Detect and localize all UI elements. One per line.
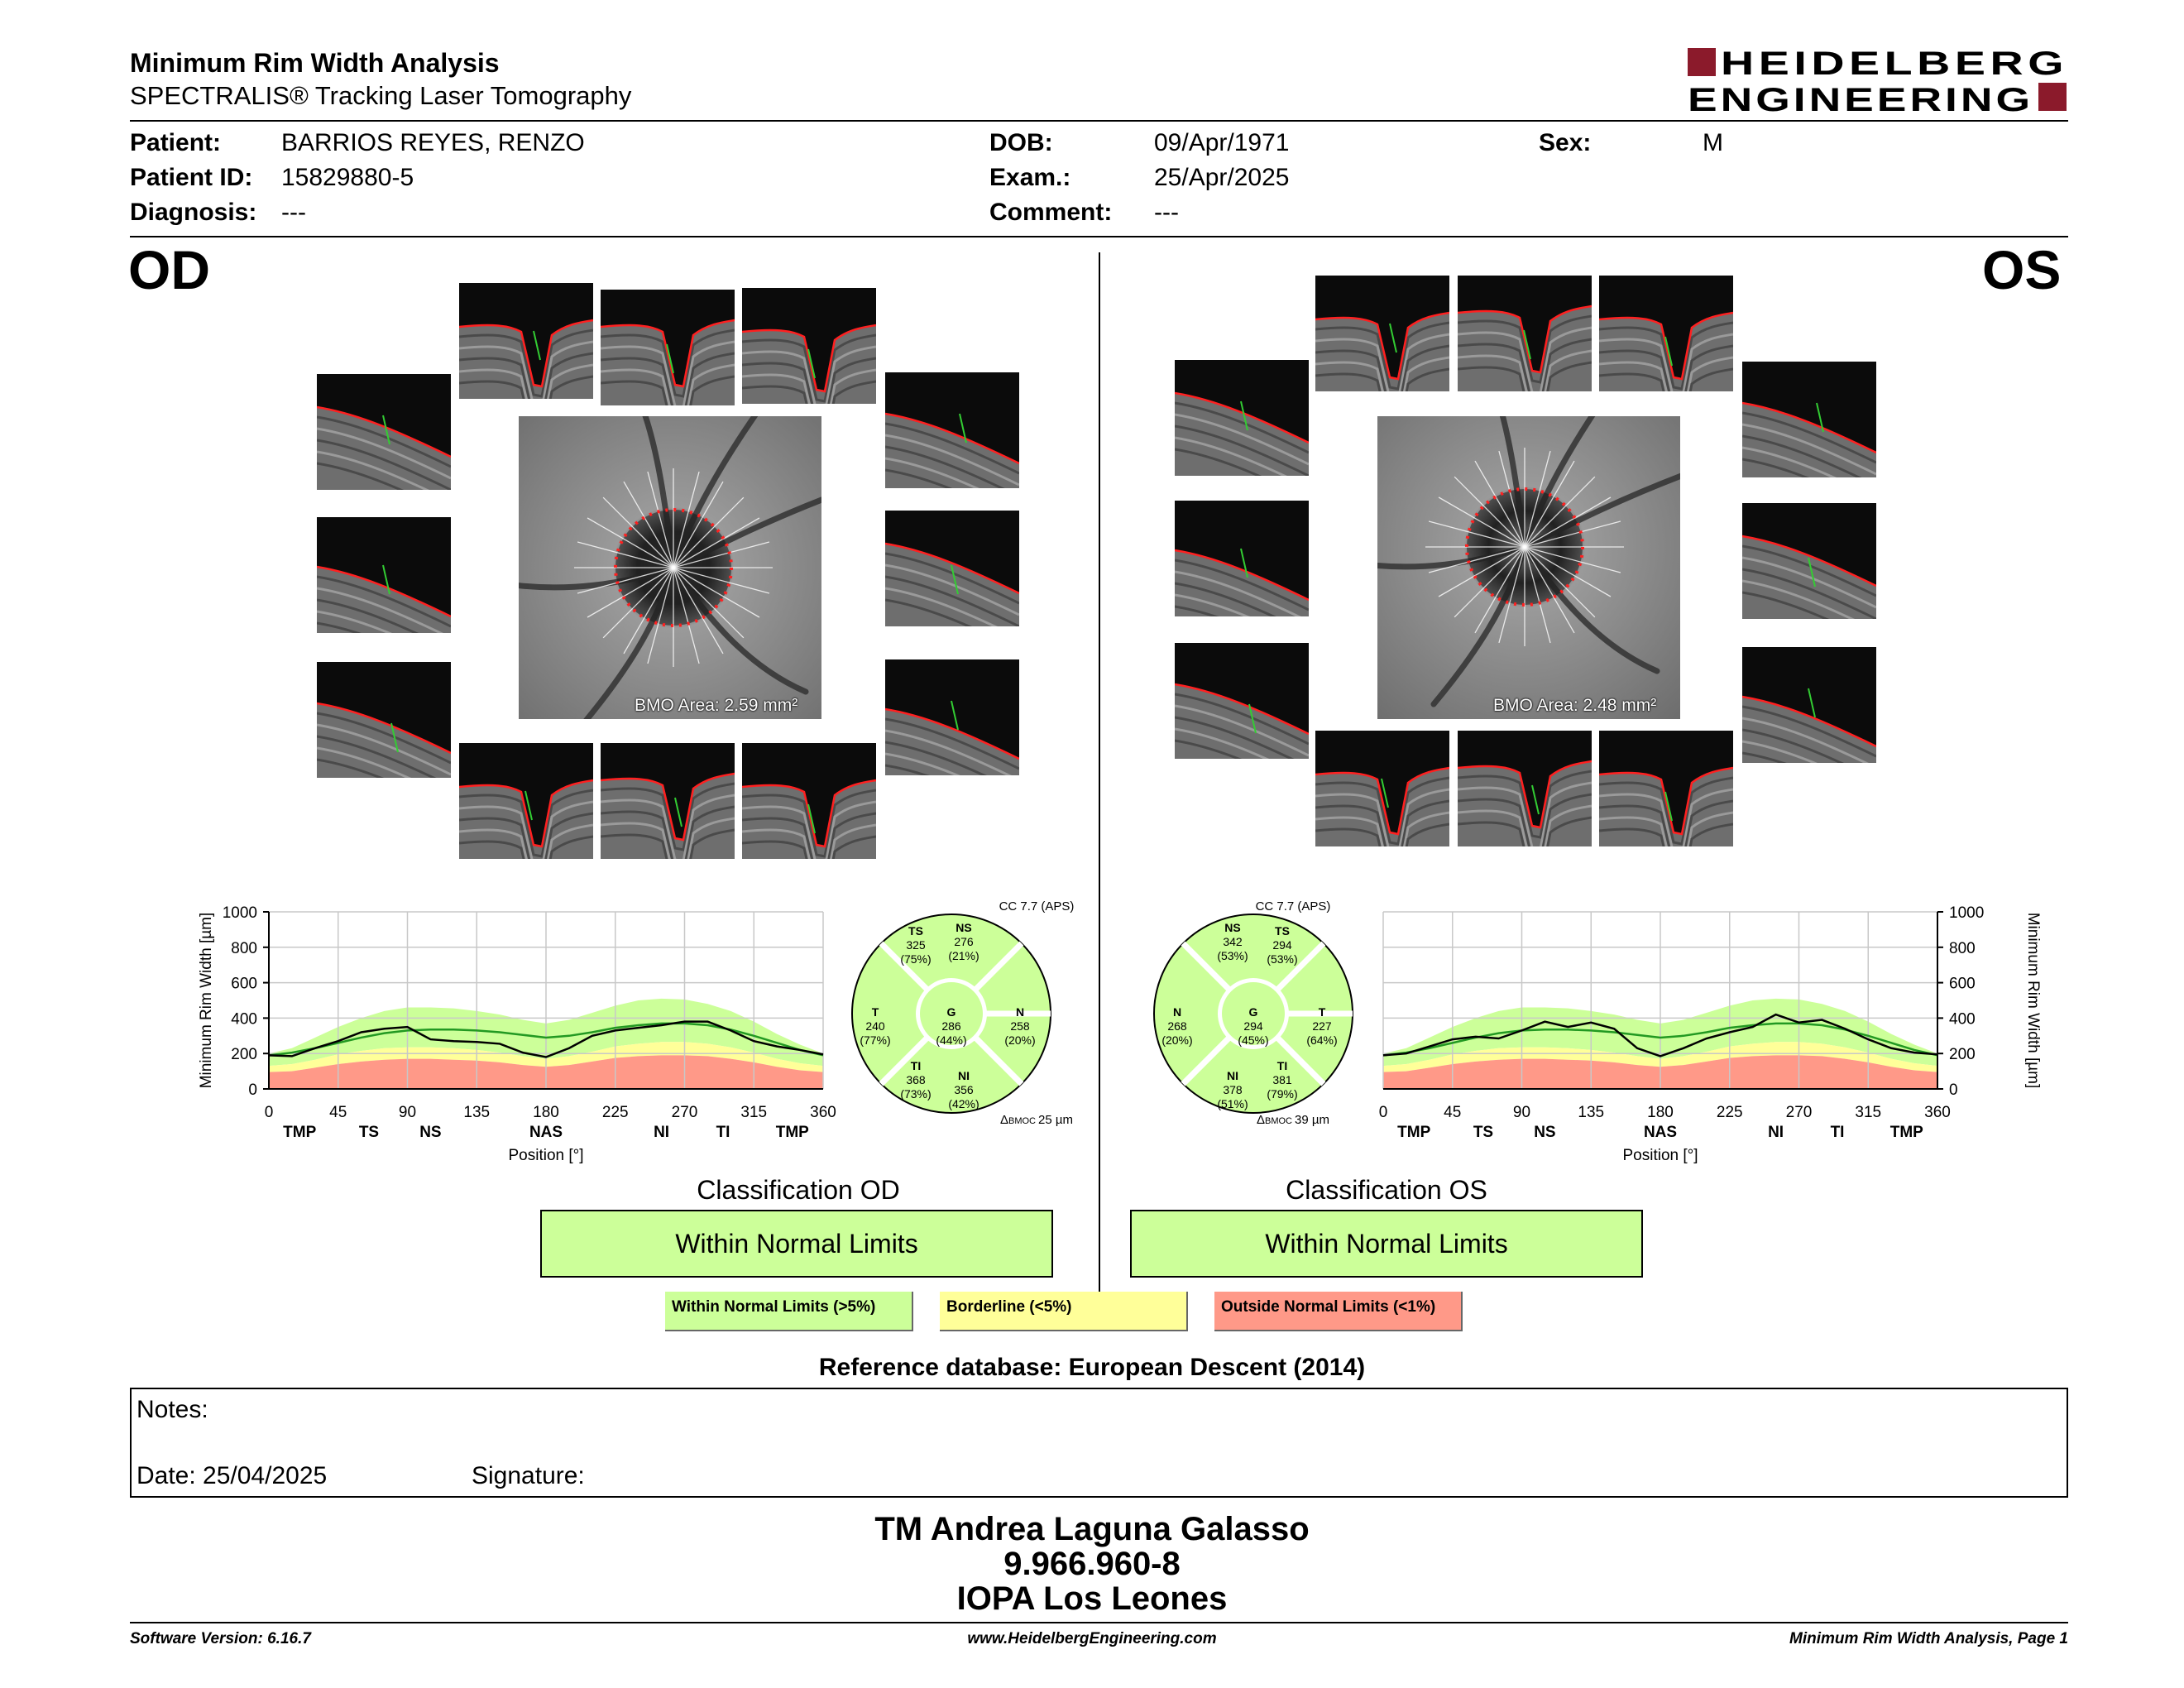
footer-page: Minimum Rim Width Analysis, Page 1 xyxy=(1789,1630,2068,1647)
x-axis-label: Position [°] xyxy=(508,1147,584,1164)
os-oct-scan xyxy=(1458,731,1592,846)
sector-name: TI xyxy=(910,1059,922,1072)
patient-rule xyxy=(130,236,2068,237)
x-tick-label: 270 xyxy=(671,1104,698,1121)
sector-label: NAS xyxy=(1643,1124,1678,1141)
os-sector-diagram xyxy=(1125,894,1382,1134)
sector-value: 286 xyxy=(941,1019,961,1033)
sector-percentile: (77%) xyxy=(860,1033,891,1047)
od-oct-scan xyxy=(885,511,1019,626)
y-tick-label: 1000 xyxy=(1949,904,1985,922)
od-oct-scan xyxy=(317,662,451,778)
os-oct-scan xyxy=(1742,647,1876,763)
od-oct-scan xyxy=(885,659,1019,775)
od-oct-scan xyxy=(601,743,735,859)
os-fundus-image xyxy=(1377,416,1680,719)
eye-divider xyxy=(1099,252,1100,1303)
signatory-id: 9.966.960-8 xyxy=(1003,1546,1181,1582)
x-tick-label: 360 xyxy=(810,1104,836,1121)
sector-value: 342 xyxy=(1223,935,1243,948)
sector-value: 276 xyxy=(954,935,974,948)
sector-label: TI xyxy=(1830,1124,1845,1141)
sector-name: T xyxy=(871,1005,879,1019)
comment-label: Comment: xyxy=(989,199,1113,226)
x-tick-label: 270 xyxy=(1785,1104,1813,1121)
sector-label: TS xyxy=(1473,1124,1494,1141)
signatory-org: IOPA Los Leones xyxy=(956,1580,1228,1617)
y-tick-label: 800 xyxy=(231,939,257,957)
sector-value: 368 xyxy=(906,1073,926,1086)
logo-line1: HEIDELBERG xyxy=(1721,46,2068,82)
legend-within-normal: Within Normal Limits (>5%) xyxy=(665,1292,913,1331)
diagnosis-value: --- xyxy=(281,199,306,226)
software-version: Software Version: 6.16.7 xyxy=(130,1630,311,1647)
od-oct-scan xyxy=(459,743,593,859)
os-mrw-chart xyxy=(1365,898,2043,1179)
os-oct-scan xyxy=(1315,731,1449,846)
comment-value: --- xyxy=(1154,199,1179,226)
sector-percentile: (20%) xyxy=(1161,1033,1193,1047)
os-oct-scan xyxy=(1175,643,1309,759)
os-oct-scan xyxy=(1458,276,1592,391)
sector-name: N xyxy=(1015,1005,1025,1019)
sector-value: 268 xyxy=(1167,1019,1187,1033)
sector-name: G xyxy=(1248,1005,1258,1019)
x-tick-label: 90 xyxy=(1512,1104,1531,1121)
dob-label: DOB: xyxy=(989,129,1053,156)
od-oct-scan xyxy=(601,290,735,405)
y-tick-label: 400 xyxy=(231,1010,257,1029)
exam-label: Exam.: xyxy=(989,164,1071,191)
od-classification-title: Classification OD xyxy=(697,1175,900,1205)
os-classification-box: Within Normal Limits xyxy=(1130,1210,1643,1278)
sector-name: TI xyxy=(1276,1059,1288,1072)
reference-database: Reference database: European Descent (2014) xyxy=(818,1354,1366,1381)
sector-name: NI xyxy=(958,1069,970,1082)
signatory-name: TM Andrea Laguna Galasso xyxy=(874,1511,1310,1547)
sector-value: 381 xyxy=(1272,1073,1292,1086)
od-oct-scan xyxy=(742,288,876,404)
sector-percentile: (79%) xyxy=(1267,1087,1298,1101)
sector-label: TS xyxy=(358,1124,380,1141)
sector-percentile: (42%) xyxy=(948,1097,979,1110)
sector-label: NS xyxy=(1534,1124,1556,1141)
os-oct-scan xyxy=(1742,362,1876,477)
sector-name: G xyxy=(946,1005,956,1019)
sector-label: NI xyxy=(654,1124,670,1141)
sector-name: NI xyxy=(1227,1069,1238,1082)
report-subtitle: SPECTRALIS® Tracking Laser Tomography xyxy=(130,81,632,110)
sector-percentile: (20%) xyxy=(1004,1033,1036,1047)
cc-value: CC 7.7 (APS) xyxy=(999,899,1075,914)
x-tick-label: 90 xyxy=(398,1104,417,1121)
od-oct-scan xyxy=(317,517,451,633)
os-label: OS xyxy=(1982,239,2062,300)
notes-signature: Signature: xyxy=(472,1462,585,1489)
patient-id: 15829880-5 xyxy=(281,164,414,191)
cc-value: CC 7.7 (APS) xyxy=(1255,899,1331,914)
x-tick-label: 0 xyxy=(264,1104,274,1121)
od-oct-scan xyxy=(459,283,593,399)
sector-value: 325 xyxy=(906,938,926,952)
x-tick-label: 360 xyxy=(1924,1104,1951,1121)
x-tick-label: 180 xyxy=(533,1104,559,1121)
header-rule xyxy=(130,120,2068,122)
logo-line2: ENGINEERING xyxy=(1688,82,2033,116)
x-axis-label: Position [°] xyxy=(1622,1147,1698,1164)
sector-value: 356 xyxy=(954,1083,974,1096)
od-classification-box: Within Normal Limits xyxy=(540,1210,1053,1278)
od-sector-diagram xyxy=(823,894,1080,1134)
bmoc-value: ΔBMOC 25 µm xyxy=(999,1113,1074,1127)
y-tick-label: 1000 xyxy=(222,904,257,922)
y-tick-label: 600 xyxy=(1949,975,1976,993)
sector-percentile: (45%) xyxy=(1238,1033,1269,1047)
patient-id-label: Patient ID: xyxy=(130,164,253,191)
legend-outside-normal: Outside Normal Limits (<1%) xyxy=(1214,1292,1463,1331)
sector-name: TS xyxy=(908,924,923,938)
x-tick-label: 45 xyxy=(329,1104,347,1121)
footer-url: www.HeidelbergEngineering.com xyxy=(967,1630,1217,1647)
notes-box xyxy=(130,1388,2068,1498)
sector-name: NS xyxy=(1224,921,1241,934)
sector-label: NI xyxy=(1768,1124,1784,1141)
sector-name: T xyxy=(1318,1005,1326,1019)
sector-percentile: (73%) xyxy=(900,1087,932,1101)
diagnosis-label: Diagnosis: xyxy=(130,199,257,226)
footer-rule xyxy=(130,1622,2068,1623)
y-tick-label: 600 xyxy=(231,975,257,993)
legend-borderline: Borderline (<5%) xyxy=(940,1292,1188,1331)
sex-value: M xyxy=(1703,129,1723,156)
dob-value: 09/Apr/1971 xyxy=(1154,129,1290,156)
sector-percentile: (75%) xyxy=(900,952,932,966)
od-mrw-chart xyxy=(186,898,864,1179)
report-title: Minimum Rim Width Analysis xyxy=(130,48,500,78)
y-tick-label: 400 xyxy=(1949,1010,1976,1029)
sector-value: 227 xyxy=(1312,1019,1332,1033)
sex-label: Sex: xyxy=(1539,129,1592,156)
sector-percentile: (21%) xyxy=(948,949,979,962)
y-axis-label: Minimum Rim Width [µm] xyxy=(198,912,215,1089)
sector-label: TI xyxy=(716,1124,730,1141)
sector-value: 294 xyxy=(1272,938,1292,952)
sector-percentile: (53%) xyxy=(1217,949,1248,962)
sector-percentile: (51%) xyxy=(1217,1097,1248,1110)
patient-name: BARRIOS REYES, RENZO xyxy=(281,129,585,156)
od-oct-scan xyxy=(885,372,1019,488)
os-oct-scan xyxy=(1175,360,1309,476)
x-tick-label: 135 xyxy=(1578,1104,1605,1121)
exam-value: 25/Apr/2025 xyxy=(1154,164,1290,191)
heidelberg-logo xyxy=(1688,45,2068,116)
sector-percentile: (64%) xyxy=(1306,1033,1338,1047)
sector-value: 378 xyxy=(1223,1083,1243,1096)
x-tick-label: 225 xyxy=(1716,1104,1743,1121)
y-tick-label: 800 xyxy=(1949,939,1976,957)
sector-percentile: (53%) xyxy=(1267,952,1298,966)
os-oct-scan xyxy=(1742,503,1876,619)
od-label: OD xyxy=(128,239,210,300)
x-tick-label: 135 xyxy=(463,1104,491,1121)
os-oct-scan xyxy=(1175,501,1309,616)
x-tick-label: 225 xyxy=(601,1104,629,1121)
os-oct-scan xyxy=(1315,276,1449,391)
notes-date: Date: 25/04/2025 xyxy=(136,1462,328,1489)
sector-label: NS xyxy=(419,1124,442,1141)
x-tick-label: 315 xyxy=(1855,1104,1882,1121)
sector-label: TMP xyxy=(1889,1124,1923,1141)
od-oct-scan xyxy=(317,374,451,490)
sector-name: N xyxy=(1172,1005,1182,1019)
sector-name: TS xyxy=(1275,924,1290,938)
od-fundus-image xyxy=(519,416,821,719)
x-tick-label: 315 xyxy=(740,1104,768,1121)
os-oct-scan xyxy=(1599,731,1733,846)
y-tick-label: 0 xyxy=(248,1081,257,1099)
sector-label: NAS xyxy=(529,1124,563,1141)
y-tick-label: 0 xyxy=(1949,1081,1958,1099)
sector-value: 240 xyxy=(865,1019,885,1033)
patient-label: Patient: xyxy=(130,129,222,156)
sector-label: TMP xyxy=(775,1124,809,1141)
os-classification-title: Classification OS xyxy=(1286,1175,1487,1205)
sector-label: TMP xyxy=(1397,1124,1431,1141)
y-axis-label: Minimum Rim Width [µm] xyxy=(2024,912,2042,1089)
sector-value: 294 xyxy=(1243,1019,1263,1033)
os-bmo-area: BMO Area: 2.48 mm² xyxy=(1493,696,1657,715)
od-bmo-area: BMO Area: 2.59 mm² xyxy=(635,696,798,715)
sector-name: NS xyxy=(956,921,972,934)
bmoc-value: ΔBMOC 39 µm xyxy=(1256,1113,1330,1127)
od-oct-scan xyxy=(742,743,876,859)
x-tick-label: 180 xyxy=(1647,1104,1674,1121)
y-tick-label: 200 xyxy=(1949,1046,1976,1064)
x-tick-label: 0 xyxy=(1378,1104,1388,1121)
sector-value: 258 xyxy=(1010,1019,1030,1033)
os-oct-scan xyxy=(1599,276,1733,391)
x-tick-label: 45 xyxy=(1444,1104,1462,1121)
y-tick-label: 200 xyxy=(231,1046,257,1064)
notes-label: Notes: xyxy=(136,1396,208,1423)
sector-label: TMP xyxy=(283,1124,317,1141)
sector-percentile: (44%) xyxy=(936,1033,967,1047)
